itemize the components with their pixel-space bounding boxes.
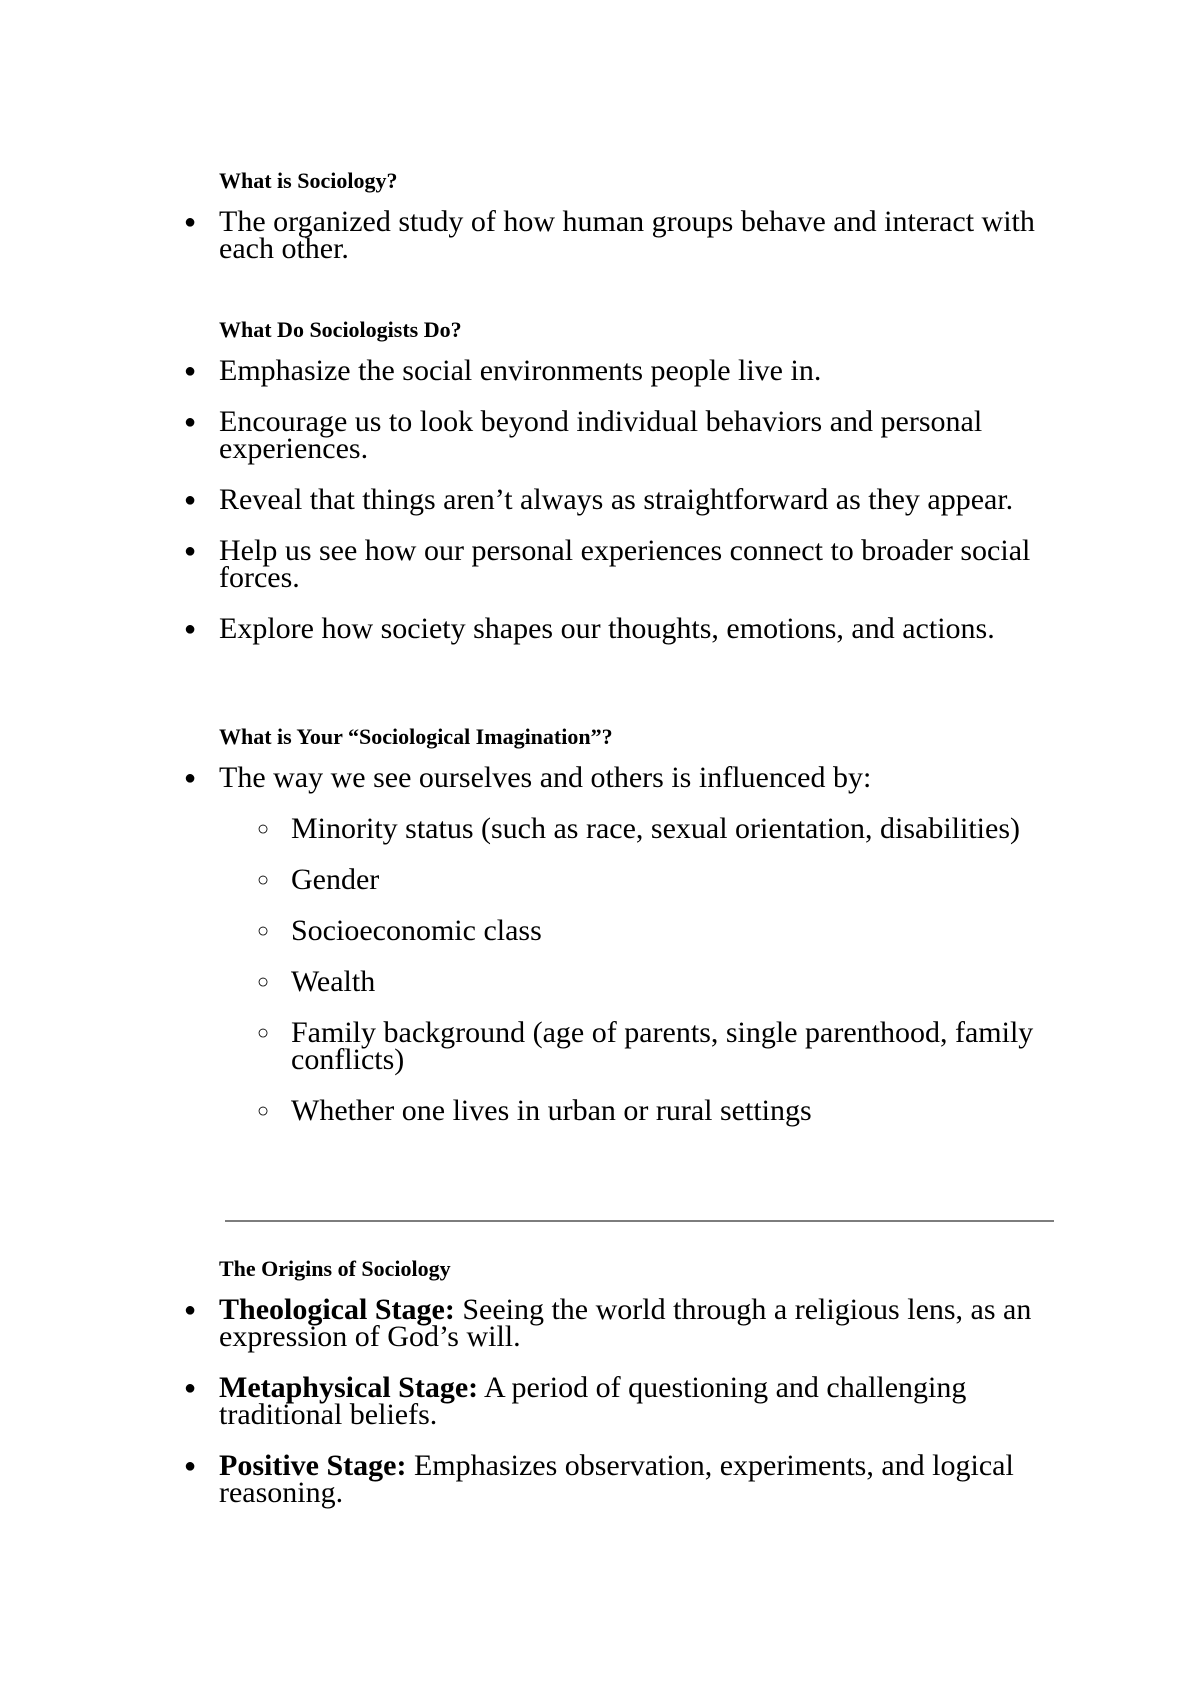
- bullet-icon: ●: [184, 411, 197, 433]
- section-origins-of-sociology: [184, 1256, 1079, 1530]
- bullet-icon: ●: [184, 1455, 197, 1477]
- section-heading: The Origins of Sociology: [219, 1256, 451, 1281]
- sub-list-item-text: Gender: [291, 863, 380, 896]
- bullet-icon: ●: [184, 1377, 197, 1399]
- sub-list-item: [257, 965, 1079, 998]
- horizontal-divider: [225, 1220, 1054, 1222]
- list-item-text: Emphasize the social environments people live in.: [219, 354, 822, 387]
- stage-term: Metaphysical Stage:: [219, 1371, 479, 1404]
- sub-list-item-text: Socioeconomic class: [291, 914, 542, 947]
- list-item: [184, 761, 1079, 1127]
- sub-bullet-list: [257, 812, 1079, 1127]
- stage-description: Seeing the world through a religious lens, as an expression of God’s will.: [219, 1293, 1032, 1353]
- circle-bullet-icon: ○: [257, 1022, 270, 1044]
- list-item: [184, 1293, 1079, 1353]
- bullet-icon: ●: [184, 360, 197, 382]
- bullet-icon: ●: [184, 489, 197, 511]
- bullet-icon: ●: [184, 540, 197, 562]
- list-item-text: Explore how society shapes our thoughts, emotions, and actions.: [219, 612, 995, 645]
- circle-bullet-icon: ○: [257, 818, 270, 840]
- bullet-icon: ●: [184, 1299, 197, 1321]
- bullet-list: [184, 1293, 1079, 1509]
- stage-description: Emphasizes observation, experiments, and logical reasoning.: [219, 1449, 1014, 1509]
- list-item: [184, 1371, 1079, 1431]
- list-item-text: Encourage us to look beyond individual behaviors and personal experiences.: [219, 405, 983, 465]
- list-item: [184, 1449, 1079, 1509]
- sub-list-item-text: Family background (age of parents, single parenthood, family conflicts): [291, 1016, 1034, 1076]
- bullet-list: [184, 354, 1079, 645]
- circle-bullet-icon: ○: [257, 1100, 270, 1122]
- list-item: [184, 354, 1079, 387]
- list-item-text: The organized study of how human groups behave and interact with each other.: [219, 205, 1035, 265]
- list-item: [184, 483, 1079, 516]
- circle-bullet-icon: ○: [257, 971, 270, 993]
- bullet-icon: ●: [184, 211, 197, 233]
- section-sociological-imagination: [184, 724, 1079, 1148]
- list-item: [184, 405, 1079, 465]
- list-item-text: The way we see ourselves and others is influenced by:: [219, 761, 872, 794]
- sub-list-item-text: Wealth: [291, 965, 376, 998]
- sub-list-item: [257, 812, 1079, 845]
- list-item-text: Reveal that things aren’t always as straightforward as they appear.: [219, 483, 1014, 516]
- bullet-icon: ●: [184, 767, 197, 789]
- list-item: [184, 612, 1079, 645]
- list-item: [184, 205, 1079, 265]
- section-heading: What is Your “Sociological Imagination”?: [219, 724, 613, 749]
- circle-bullet-icon: ○: [257, 869, 270, 891]
- stage-description: A period of questioning and challenging traditional beliefs.: [219, 1371, 967, 1431]
- bullet-icon: ●: [184, 618, 197, 640]
- sub-list-item-text: Minority status (such as race, sexual orientation, disabilities): [291, 812, 1020, 845]
- section-heading: What is Sociology?: [219, 168, 398, 193]
- sub-list-item-text: Whether one lives in urban or rural settings: [291, 1094, 812, 1127]
- sub-list-item: [257, 914, 1079, 947]
- bullet-list: [184, 205, 1079, 265]
- circle-bullet-icon: ○: [257, 920, 270, 942]
- list-item: [184, 534, 1079, 594]
- section-heading: What Do Sociologists Do?: [219, 317, 462, 342]
- section-what-is-sociology: [184, 168, 1079, 286]
- section-what-sociologists-do: [184, 317, 1079, 666]
- stage-term: Positive Stage:: [219, 1449, 407, 1482]
- list-item-text: Help us see how our personal experiences connect to broader social forces.: [219, 534, 1031, 594]
- sub-list-item: [257, 1094, 1079, 1127]
- sub-list-item: [257, 1016, 1079, 1076]
- stage-term: Theological Stage:: [219, 1293, 455, 1326]
- sub-list-item: [257, 863, 1079, 896]
- bullet-list: [184, 761, 1079, 1127]
